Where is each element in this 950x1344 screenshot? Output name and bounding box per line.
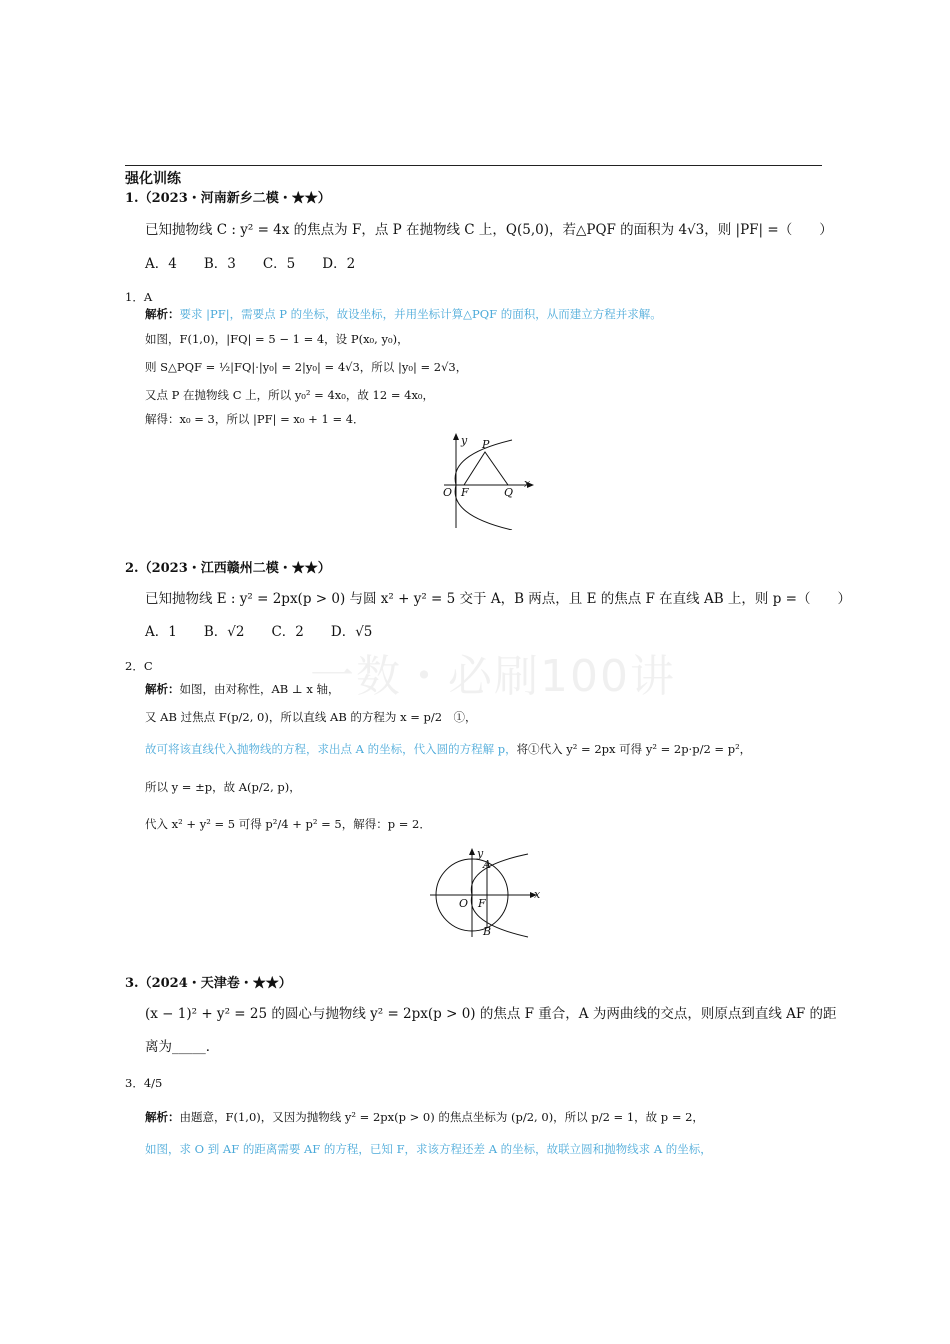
label-f: F	[478, 897, 486, 910]
top-rule	[125, 165, 822, 166]
q3-hint: 如图，求 O 到 AF 的距离需要 AF 的方程，已知 F，求该方程还差 A 的坐标，故联立圆和抛物线求 A 的坐标，	[145, 1142, 712, 1156]
label-x: x	[534, 888, 541, 901]
q1-parabola-figure	[430, 430, 540, 530]
q2-line-3: 将①代入 y² = 2px 可得 y² = 2p·p/2 = p²，	[516, 742, 752, 756]
label-f: F	[461, 486, 469, 499]
label-b: B	[483, 925, 492, 938]
q1-analysis-hint: 要求 |PF|，需要点 P 的坐标，故设坐标，并用坐标计算△PQF 的面积，从而建立方程并求解。	[179, 307, 662, 321]
q2-hint-line	[145, 740, 751, 758]
q1-header: 1.（2023・河南新乡二模・★★）	[125, 191, 331, 206]
q1-stem: 已知抛物线 C : y² = 4x 的焦点为 F，点 P 在抛物线 C 上，Q(5,0)，若△PQF 的面积为 4√3，则 |PF| =（ ）	[145, 222, 833, 238]
triangle-pqf	[464, 452, 508, 485]
q2-analysis-line	[145, 680, 340, 698]
q2-circle-parabola-figure	[425, 845, 550, 940]
label-a: A	[483, 858, 491, 871]
q2-stem: 已知抛物线 E : y² = 2px(p > 0) 与圆 x² + y² = 5 交于 A，B 两点，且 E 的焦点 F 在直线 AB 上，则 p =（ ）	[145, 591, 851, 607]
q3-line-1: 由题意，F(1,0)，又因为抛物线 y² = 2px(p > 0) 的焦点坐标为 (p/2, 0)，所以 p/2 = 1，故 p = 2，	[179, 1110, 704, 1124]
q2-line-2: 又 AB 过焦点 F(p/2, 0)，所以直线 AB 的方程为 x = p/2 ①，	[145, 710, 477, 724]
q1-line-2: 则 S△PQF = ½|FQ|·|y₀| = 2|y₀| = 4√3，所以 |y₀| = 2√3，	[145, 360, 468, 374]
label-y: y	[477, 847, 484, 860]
q1-options: A．4 B．3 C．5 D．2	[145, 256, 356, 272]
label-q: Q	[504, 486, 514, 499]
section-title: 强化训练	[125, 171, 181, 187]
label-o: O	[443, 486, 453, 499]
q1-line-1: 如图，F(1,0)，|FQ| = 5 − 1 = 4，设 P(x₀, y₀)，	[145, 332, 409, 346]
analysis-label: 解析：	[145, 682, 180, 696]
q2-answer: 2．C	[125, 659, 153, 673]
q2-header: 2.（2023・江西赣州二模・★★）	[125, 561, 331, 576]
q3-answer	[125, 1074, 162, 1092]
q2-hint: 故可将该直线代入抛物线的方程，求出点 A 的坐标，代入圆的方程解 p，	[145, 742, 517, 756]
q3-answer-num: 3．	[125, 1076, 144, 1090]
watermark: 一数・必刷100讲	[310, 651, 676, 702]
analysis-label: 解析：	[145, 1110, 180, 1124]
q3-stem-1: (x − 1)² + y² = 25 的圆心与抛物线 y² = 2px(p > 0) 的焦点 F 重合，A 为两曲线的交点，则原点到直线 AF 的距	[145, 1006, 837, 1022]
q3-header: 3.（2024・天津卷・★★）	[125, 976, 292, 991]
q2-options: A．1 B．√2 C．2 D．√5	[145, 624, 373, 640]
label-y: y	[461, 434, 468, 447]
q3-answer-frac: 4/5	[143, 1076, 163, 1090]
y-axis-arrow	[453, 433, 459, 440]
q2-line-4: 所以 y = ±p，故 A(p/2, p)，	[145, 780, 301, 794]
label-x: x	[524, 477, 531, 490]
analysis-label: 解析：	[145, 307, 180, 321]
q1-answer: 1．A	[125, 290, 153, 304]
q1-analysis-line	[145, 305, 662, 323]
label-o: O	[459, 897, 469, 910]
q2-line-1: 如图，由对称性，AB ⊥ x 轴，	[179, 682, 340, 696]
label-p: P	[482, 438, 490, 451]
y-axis-arrow	[469, 848, 475, 855]
q2-line-5: 代入 x² + y² = 5 可得 p²/4 + p² = 5，解得：p = 2．	[145, 817, 431, 831]
q1-line-3: 又点 P 在抛物线 C 上，所以 y₀² = 4x₀，故 12 = 4x₀，	[145, 388, 435, 402]
q1-line-4: 解得：x₀ = 3，所以 |PF| = x₀ + 1 = 4．	[145, 412, 365, 426]
q3-analysis-line	[145, 1108, 704, 1126]
q3-stem-2: 离为_____．	[145, 1039, 220, 1055]
